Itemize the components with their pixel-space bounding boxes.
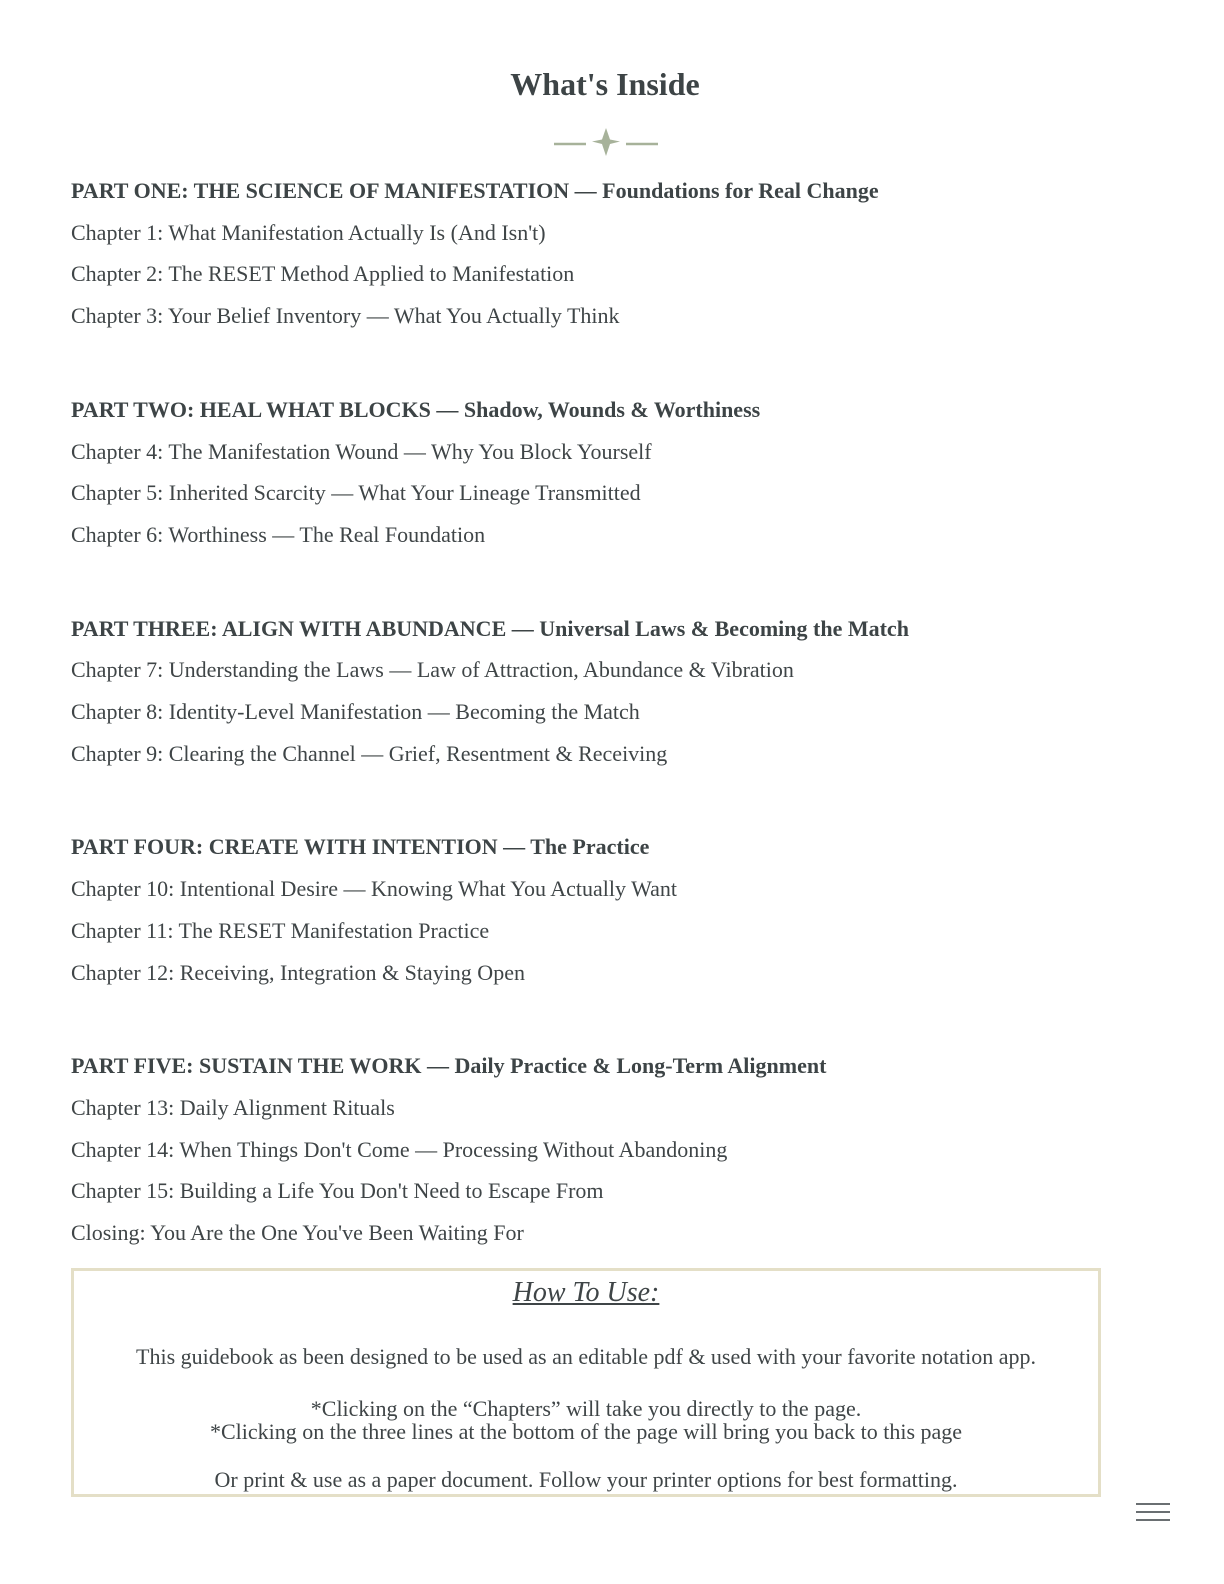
- part-two-heading: PART TWO: HEAL WHAT BLOCKS — Shadow, Wounds & Worthiness: [71, 396, 761, 422]
- menu-line: [1136, 1511, 1170, 1513]
- how-to-use-box: [71, 1268, 1101, 1497]
- chapter-11-link[interactable]: Chapter 11: The RESET Manifestation Practice: [71, 917, 490, 943]
- chapter-5-link[interactable]: Chapter 5: Inherited Scarcity — What Your Lineage Transmitted: [71, 480, 641, 506]
- chapter-10-link[interactable]: Chapter 10: Intentional Desire — Knowing What You Actually Want: [71, 876, 677, 902]
- chapter-14-link[interactable]: Chapter 14: When Things Don't Come — Processing Without Abandoning: [71, 1136, 728, 1162]
- how-to-use-menu-tip: *Clicking on the three lines at the bottom of the page will bring you back to this page: [209, 1419, 963, 1444]
- part-five-heading: PART FIVE: SUSTAIN THE WORK — Daily Practice & Long-Term Alignment: [71, 1053, 827, 1079]
- how-to-use-chapters-tip: *Clicking on the “Chapters” will take you directly to the page.: [310, 1396, 862, 1421]
- chapter-2-link[interactable]: Chapter 2: The RESET Method Applied to Manifestation: [71, 261, 575, 287]
- closing-link[interactable]: Closing: You Are the One You've Been Waiting For: [71, 1220, 524, 1246]
- how-to-use-description: This guidebook as been designed to be used as an editable pdf & used with your favorite notation app.: [136, 1344, 1036, 1369]
- part-one-section: [71, 170, 1131, 337]
- chapter-6-link[interactable]: Chapter 6: Worthiness — The Real Foundation: [71, 521, 486, 547]
- divider-ornament-icon: [552, 124, 660, 158]
- chapter-12-link[interactable]: Chapter 12: Receiving, Integration & Staying Open: [71, 959, 525, 985]
- part-one-heading: PART ONE: THE SCIENCE OF MANIFESTATION — Foundations for Real Change: [71, 178, 879, 203]
- part-two-section: [71, 389, 1131, 556]
- part-five-section: [71, 1045, 1131, 1254]
- chapter-3-link[interactable]: Chapter 3: Your Belief Inventory — What You Actually Think: [71, 303, 620, 329]
- chapter-1-link[interactable]: Chapter 1: What Manifestation Actually Is (And Isn't): [71, 219, 546, 245]
- chapter-13-link[interactable]: Chapter 13: Daily Alignment Rituals: [71, 1094, 395, 1120]
- chapter-7-link[interactable]: Chapter 7: Understanding the Laws — Law of Attraction, Abundance & Vibration: [71, 657, 794, 683]
- part-four-heading: PART FOUR: CREATE WITH INTENTION — The Practice: [71, 834, 650, 860]
- menu-line: [1136, 1503, 1170, 1505]
- hamburger-menu-icon[interactable]: [1136, 1503, 1172, 1527]
- chapter-15-link[interactable]: Chapter 15: Building a Life You Don't Need to Escape From: [71, 1178, 604, 1204]
- part-three-section: [71, 608, 1131, 775]
- menu-line: [1136, 1519, 1170, 1521]
- how-to-use-title: How To Use:: [512, 1277, 660, 1308]
- part-four-section: [71, 826, 1131, 993]
- chapter-8-link[interactable]: Chapter 8: Identity-Level Manifestation — Becoming the Match: [71, 699, 640, 725]
- how-to-use-print-tip: Or print & use as a paper document. Follow your printer options for best formatting.: [214, 1467, 958, 1492]
- part-three-heading: PART THREE: ALIGN WITH ABUNDANCE — Universal Laws & Becoming the Match: [71, 615, 909, 641]
- page-title: What's Inside: [510, 66, 700, 102]
- chapter-9-link[interactable]: Chapter 9: Clearing the Channel — Grief, Resentment & Receiving: [71, 740, 668, 766]
- chapter-4-link[interactable]: Chapter 4: The Manifestation Wound — Why You Block Yourself: [71, 438, 652, 464]
- table-of-contents: [71, 170, 1131, 1306]
